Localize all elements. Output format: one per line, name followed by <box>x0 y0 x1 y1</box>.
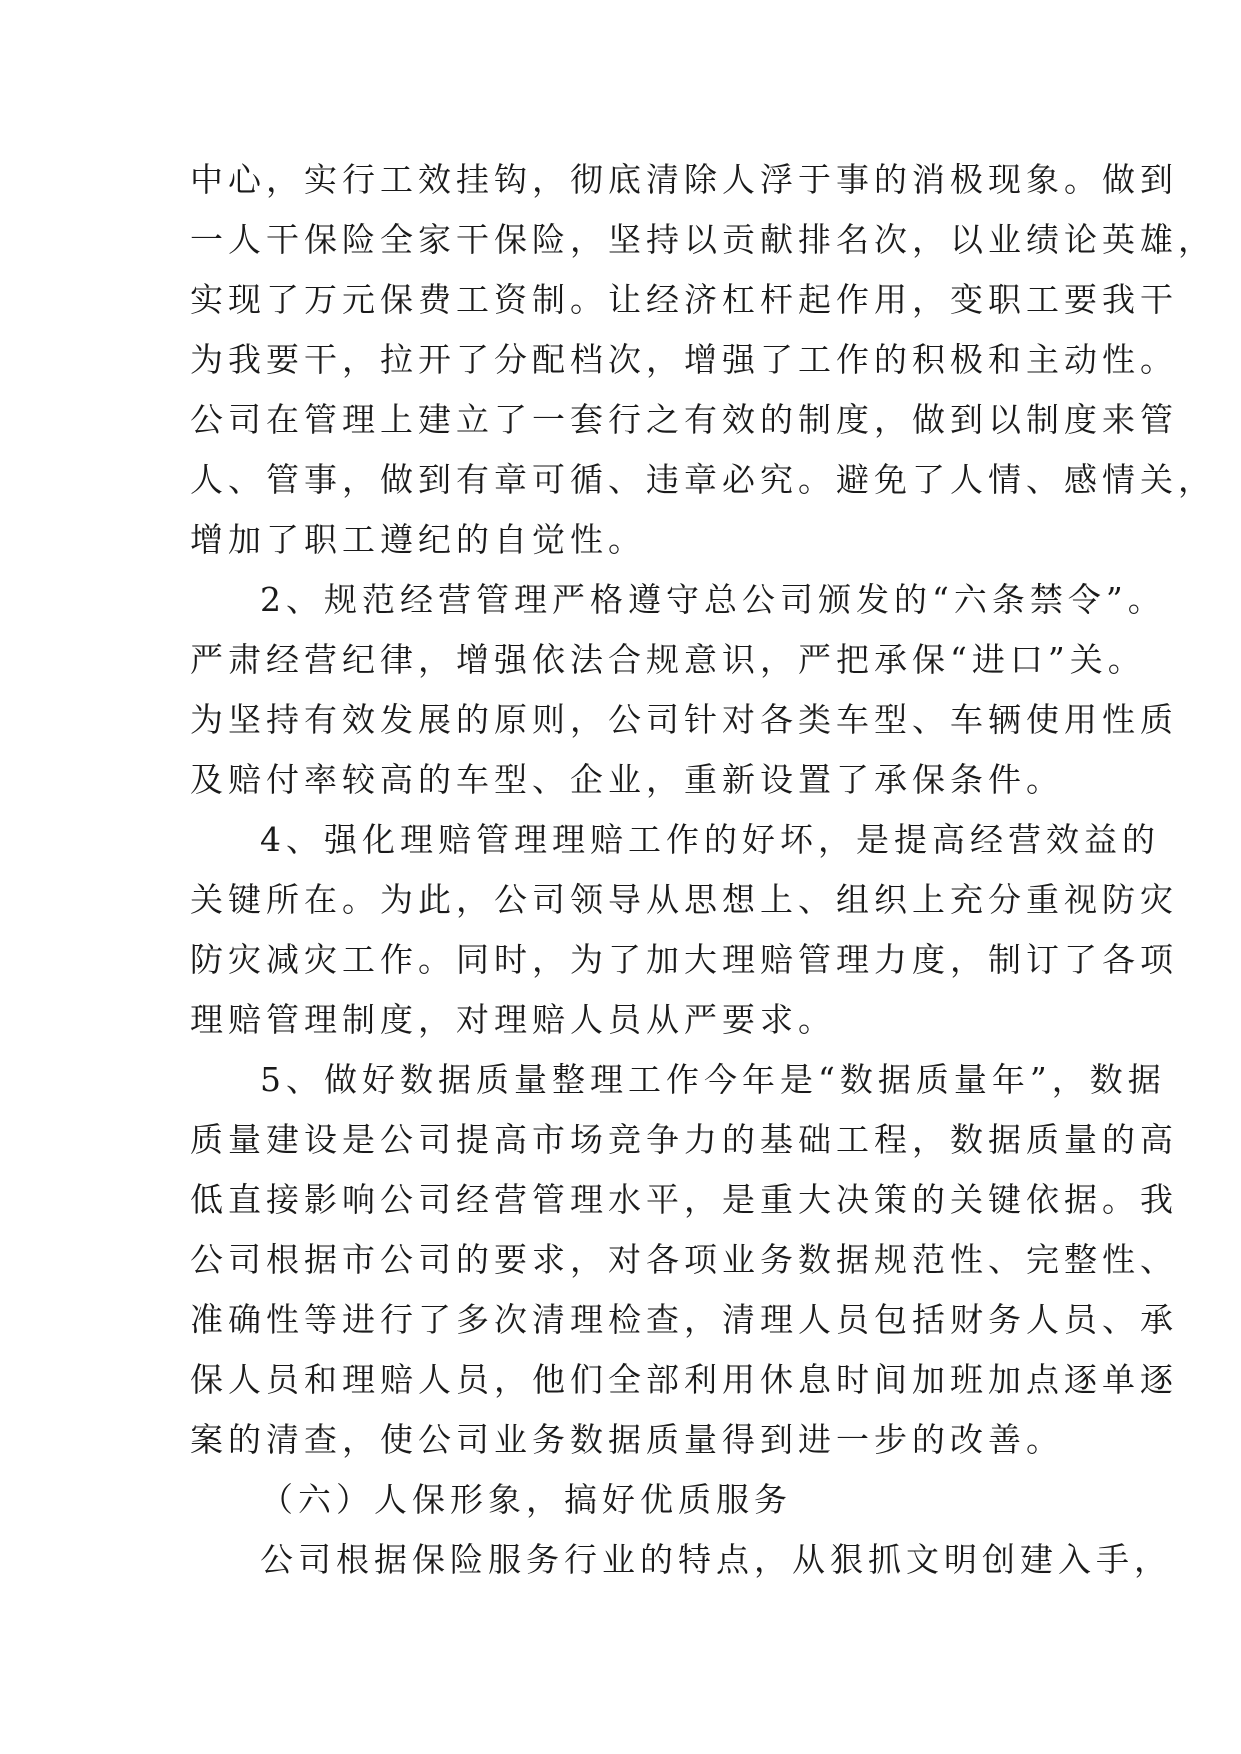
paragraph-start-line: 5、做好数据质量整理工作今年是“数据质量年”，数据 <box>260 1060 1166 1099</box>
text-line: 增加了职工遵纪的自觉性。 <box>190 520 646 559</box>
text-line: 公司在管理上建立了一套行之有效的制度，做到以制度来管 <box>190 400 1178 439</box>
text-line: 实现了万元保费工资制。让经济杠杆起作用，变职工要我干 <box>190 280 1178 319</box>
text-line: 为我要干，拉开了分配档次，增强了工作的积极和主动性。 <box>190 340 1178 379</box>
text-line: 一人干保险全家干保险，坚持以贡献排名次，以业绩论英雄， <box>190 220 1216 259</box>
section-heading: （六）人保形象，搞好优质服务 <box>260 1480 792 1519</box>
text-line: 理赔管理制度，对理赔人员从严要求。 <box>190 1000 836 1039</box>
text-line: 为坚持有效发展的原则，公司针对各类车型、车辆使用性质 <box>190 700 1178 739</box>
text-line: 公司根据市公司的要求，对各项业务数据规范性、完整性、 <box>190 1240 1178 1279</box>
text-line: 保人员和理赔人员，他们全部利用休息时间加班加点逐单逐 <box>190 1360 1178 1399</box>
text-line: 防灾减灾工作。同时，为了加大理赔管理力度，制订了各项 <box>190 940 1178 979</box>
text-line: 人、管事，做到有章可循、违章必究。避免了人情、感情关， <box>190 460 1216 499</box>
text-line: 质量建设是公司提高市场竞争力的基础工程，数据质量的高 <box>190 1120 1178 1159</box>
text-line: 关键所在。为此，公司领导从思想上、组织上充分重视防灾 <box>190 880 1178 919</box>
paragraph-start-line: 公司根据保险服务行业的特点，从狠抓文明创建入手， <box>260 1540 1172 1579</box>
text-line: 低直接影响公司经营管理水平，是重大决策的关键依据。我 <box>190 1180 1178 1219</box>
text-line: 严肃经营纪律，增强依法合规意识，严把承保“进口”关。 <box>190 640 1146 679</box>
text-line: 案的清查，使公司业务数据质量得到进一步的改善。 <box>190 1420 1064 1459</box>
text-line: 准确性等进行了多次清理检查，清理人员包括财务人员、承 <box>190 1300 1178 1339</box>
body-text <box>190 150 1216 1590</box>
text-line: 及赔付率较高的车型、企业，重新设置了承保条件。 <box>190 760 1064 799</box>
paragraph-start-line: 4、强化理赔管理理赔工作的好坏，是提高经营效益的 <box>260 820 1160 859</box>
paragraph-start-line: 2、规范经营管理严格遵守总公司颁发的“六条禁令”。 <box>260 580 1166 619</box>
text-line: 中心，实行工效挂钩，彻底清除人浮于事的消极现象。做到 <box>190 160 1178 199</box>
